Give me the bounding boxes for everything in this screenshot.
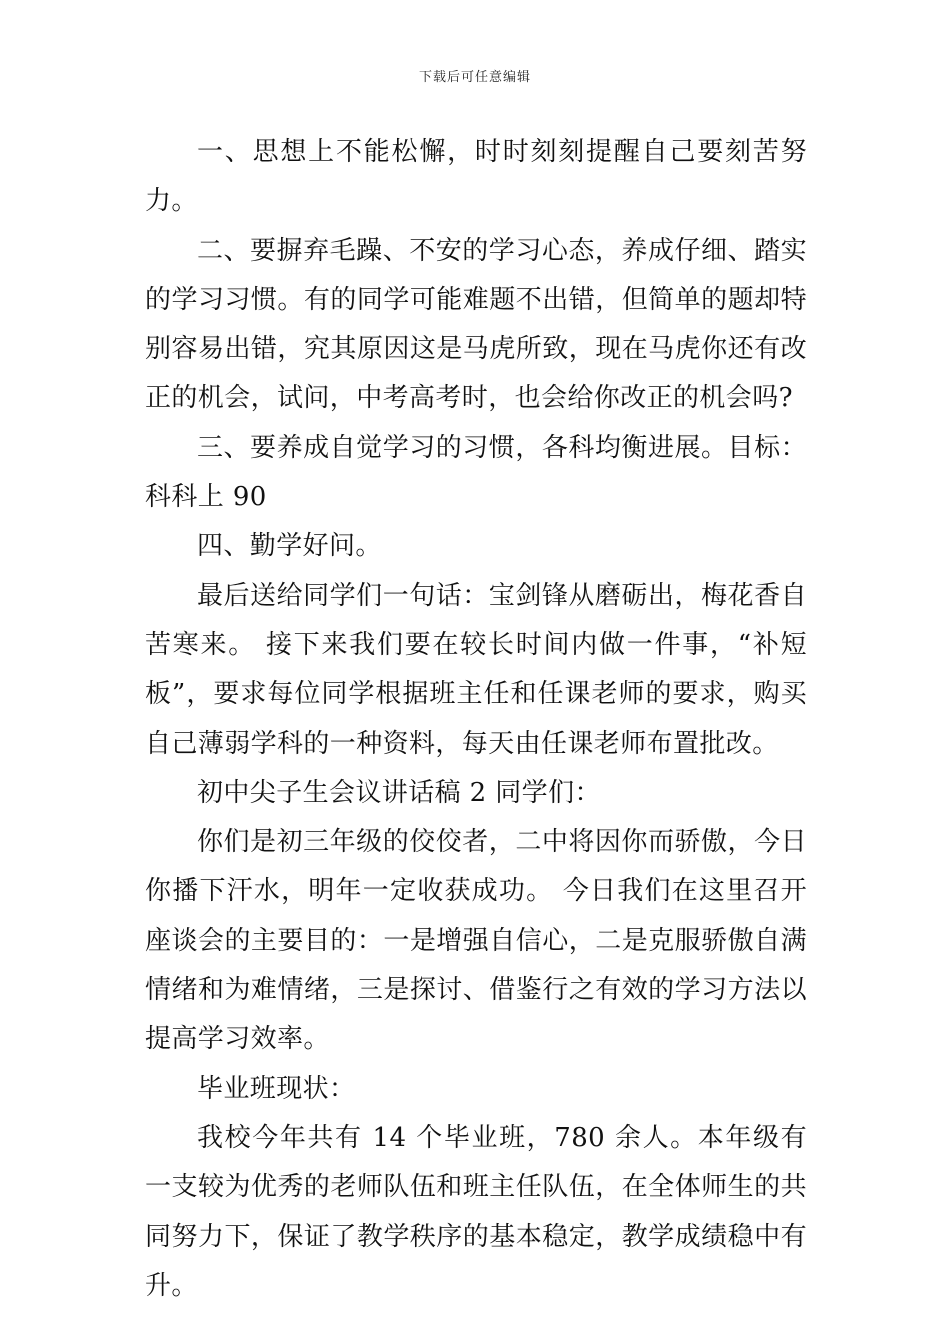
paragraph-5: 最后送给同学们一句话：宝剑锋从磨砺出，梅花香自苦寒来。 接下来我们要在较长时间内做一件事，“补短板”，要求每位同学根据班主任和任课老师的要求，购买自己薄弱学科的一种资料，每天由任课老师布置批改。 [145, 580, 807, 759]
page-header: 下载后可任意编辑 [418, 70, 531, 85]
document-body [145, 128, 807, 1311]
paragraph-4: 四、勤学好问。 [197, 531, 382, 562]
paragraph-8: 毕业班现状： [197, 1073, 356, 1104]
paragraph-2: 二、要摒弃毛躁、不安的学习心态，养成仔细、踏实的学习习惯。有的同学可能难题不出错，但简单的题却特别容易出错，究其原因这是马虎所致，现在马虎你还有改正的机会，试问，中考高考时，也会给你改正的机会吗? [145, 235, 807, 414]
paragraph-7: 你们是初三年级的佼佼者，二中将因你而骄傲，今日你播下汗水，明年一定收获成功。 今日我们在这里召开座谈会的主要目的：一是增强自信心，二是克服骄傲自满情绪和为难情绪，三是探讨、借鉴行之有效的学习方法以提高学习效率。 [145, 827, 807, 1055]
paragraph-9: 我校今年共有 14 个毕业班，780 余人。本年级有一支较为优秀的老师队伍和班主任队伍，在全体师生的共同努力下，保证了教学秩序的基本稳定，教学成绩稳中有升。 [145, 1122, 807, 1301]
paragraph-6: 初中尖子生会议讲话稿 2 同学们： [197, 777, 601, 808]
paragraph-3: 三、要养成自觉学习的习惯，各科均衡进展。目标：科科上 90 [145, 432, 807, 513]
paragraph-1: 一、思想上不能松懈，时时刻刻提醒自己要刻苦努力。 [145, 137, 807, 217]
